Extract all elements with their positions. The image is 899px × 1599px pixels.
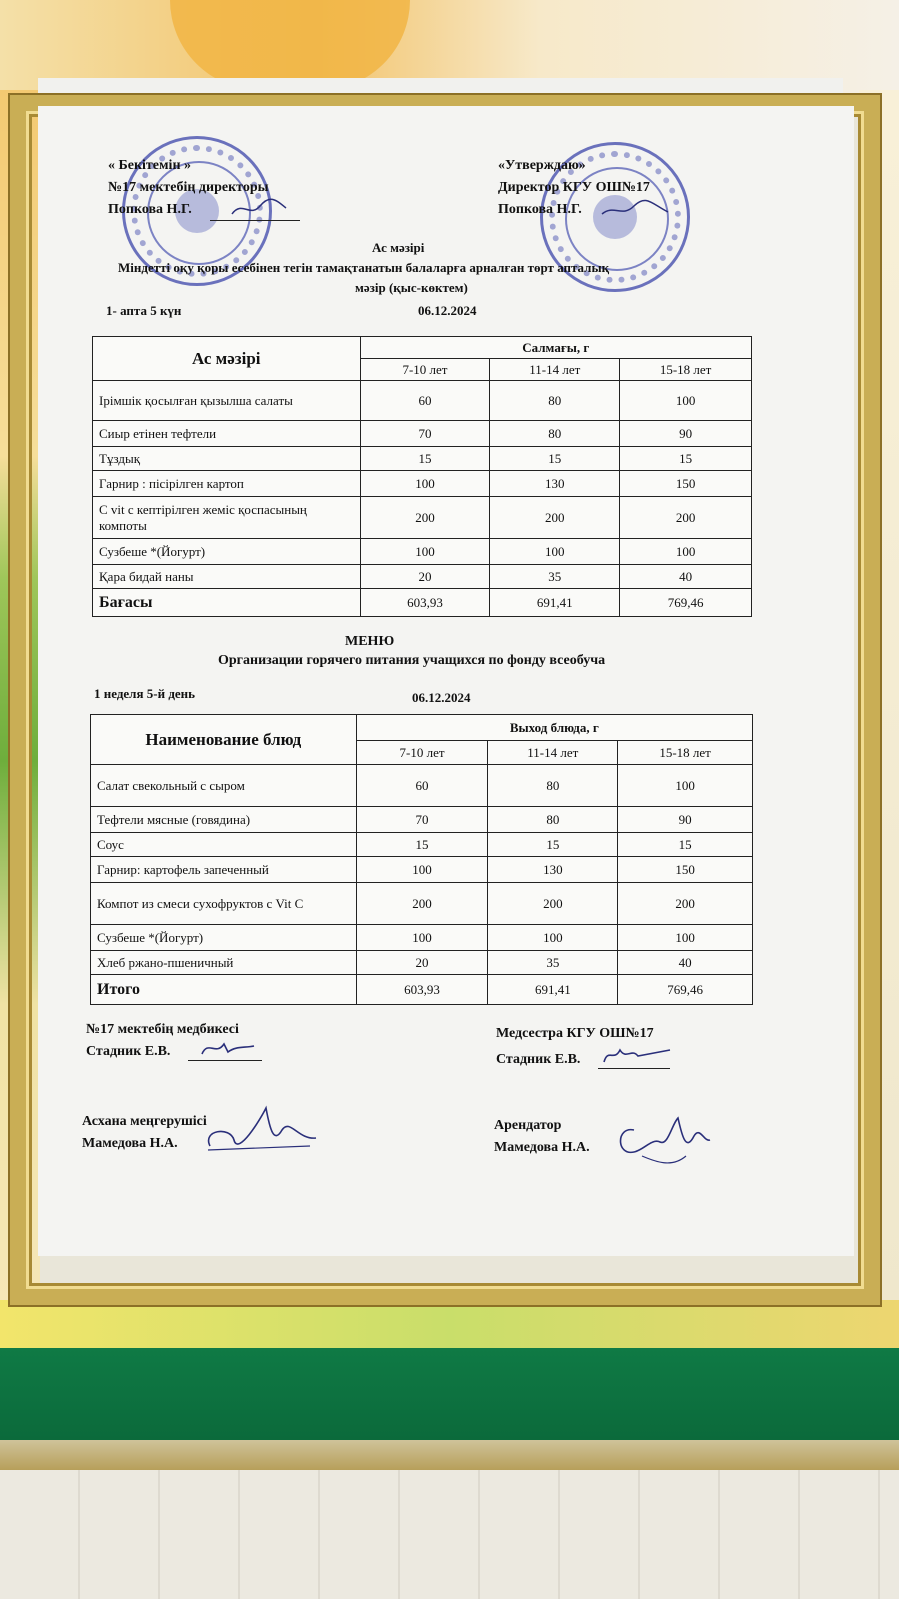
ru-age-header: 7-10 лет	[356, 741, 488, 765]
ru-date: 06.12.2024	[412, 690, 471, 705]
portion-value: 200	[620, 497, 752, 539]
kz-menu-title: Ас мәзірі	[372, 240, 425, 255]
portion-value: 100	[356, 857, 488, 883]
ru-week-day: 1 неделя 5-й день	[94, 686, 196, 701]
table-total-row	[93, 589, 752, 617]
dish-name: Тефтели мясные (говядина)	[91, 807, 357, 833]
portion-value: 20	[356, 951, 488, 975]
table-total-row	[91, 975, 753, 1005]
signature-line	[210, 220, 300, 221]
signature-right-approve	[600, 198, 670, 222]
dish-name: Ірімшік қосылған қызылша салаты	[93, 381, 361, 421]
ru-tenant-title: Арендатор	[494, 1118, 562, 1133]
ru-menu-subtitle: Организации горячего питания учащихся по фонду всеобуча	[218, 653, 606, 668]
dish-name: Салат свекольный с сыром	[91, 765, 357, 807]
portion-value: 35	[488, 951, 618, 975]
portion-value: 35	[490, 565, 620, 589]
portion-value: 40	[620, 565, 752, 589]
kz-menu-subtitle-1: Міндетті оқу қоры есебінен тегін тамақтанатын балаларға арналған төрт апталық	[118, 260, 610, 275]
portion-value: 80	[490, 381, 620, 421]
table-row	[91, 833, 753, 857]
portion-value: 100	[618, 765, 753, 807]
portion-value: 100	[620, 539, 752, 565]
approve-right-line2: Директор КГУ ОШ№17	[498, 180, 650, 195]
portion-value: 100	[620, 381, 752, 421]
dish-name: Сузбеше *(Йогурт)	[91, 925, 357, 951]
total-label: Итого	[91, 975, 357, 1005]
dish-name: Сузбеше *(Йогурт)	[93, 539, 361, 565]
wall-green-band	[0, 1348, 899, 1440]
dish-name: Қара бидай наны	[93, 565, 361, 589]
portion-value: 150	[620, 471, 752, 497]
signature-ru-tenant	[612, 1112, 712, 1172]
portion-value: 20	[360, 565, 490, 589]
portion-value: 15	[490, 447, 620, 471]
table-row	[91, 883, 753, 925]
portion-value: 200	[360, 497, 490, 539]
table-row	[91, 807, 753, 833]
table-row	[93, 497, 752, 539]
portion-value: 15	[356, 833, 488, 857]
portion-value: 60	[360, 381, 490, 421]
kz-date: 06.12.2024	[418, 303, 477, 318]
kz-age-header: 11-14 лет	[490, 359, 620, 381]
approve-right-line1: «Утверждаю»	[498, 158, 586, 173]
table-row	[93, 471, 752, 497]
portion-value: 100	[356, 925, 488, 951]
portion-value: 200	[488, 883, 618, 925]
kz-menu-table	[92, 336, 752, 617]
portion-value: 90	[620, 421, 752, 447]
portion-value: 15	[620, 447, 752, 471]
table-row	[91, 857, 753, 883]
ru-age-header: 15-18 лет	[618, 741, 753, 765]
signature-line	[188, 1060, 262, 1061]
kz-nurse-name: Стадник Е.В.	[86, 1044, 171, 1059]
approve-left-line3: Попкова Н.Г.	[108, 202, 192, 217]
dish-name: Гарнир : пісірілген картоп	[93, 471, 361, 497]
portion-value: 60	[356, 765, 488, 807]
portion-value: 100	[360, 539, 490, 565]
portion-value: 130	[490, 471, 620, 497]
table-row	[93, 447, 752, 471]
signature-line	[598, 1068, 670, 1069]
kz-age-header: 15-18 лет	[620, 359, 752, 381]
dish-name: Сиыр етінен тефтели	[93, 421, 361, 447]
table-row	[91, 925, 753, 951]
portion-value: 100	[360, 471, 490, 497]
wall-tiles	[0, 1470, 899, 1599]
kz-age-header: 7-10 лет	[360, 359, 490, 381]
portion-value: 15	[618, 833, 753, 857]
dish-name: C vit с кептірілген жеміс қоспасының компоты	[93, 497, 361, 539]
dish-name: Тұздық	[93, 447, 361, 471]
signature-left-approve	[230, 196, 290, 220]
portion-value: 80	[488, 765, 618, 807]
portion-value: 90	[618, 807, 753, 833]
ru-tenant-name: Мамедова Н.А.	[494, 1140, 590, 1155]
ru-col-dish-header: Наименование блюд	[91, 715, 357, 765]
table-row	[93, 565, 752, 589]
portion-value: 80	[490, 421, 620, 447]
portion-value: 200	[356, 883, 488, 925]
ru-nurse-title: Медсестра КГУ ОШ№17	[496, 1026, 654, 1041]
total-price: 603,93	[356, 975, 488, 1005]
portion-value: 200	[490, 497, 620, 539]
kz-nurse-title: №17 мектебің медбикесі	[86, 1022, 239, 1037]
menu-document	[38, 106, 854, 1256]
portion-value: 15	[488, 833, 618, 857]
kz-menu-subtitle-2: мәзір (қыс-көктем)	[355, 280, 468, 295]
ru-col-weight-header: Выход блюда, г	[356, 715, 752, 741]
kz-canteen-head-title: Асхана меңгерушісі	[82, 1114, 207, 1129]
portion-value: 70	[356, 807, 488, 833]
dish-name: Соус	[91, 833, 357, 857]
signature-kz-canteen-head	[200, 1100, 320, 1170]
table-row	[93, 539, 752, 565]
total-label: Бағасы	[93, 589, 361, 617]
total-price: 691,41	[488, 975, 618, 1005]
wall-yellow-band	[0, 1300, 899, 1348]
kz-col-weight-header: Салмағы, г	[360, 337, 751, 359]
total-price: 603,93	[360, 589, 490, 617]
kz-col-dish-header: Ас мәзірі	[93, 337, 361, 381]
ru-age-header: 11-14 лет	[488, 741, 618, 765]
approve-right-line3: Попкова Н.Г.	[498, 202, 582, 217]
signature-kz-nurse	[198, 1036, 258, 1060]
ru-menu-title: МЕНЮ	[345, 634, 395, 649]
table-row	[91, 765, 753, 807]
dish-name: Гарнир: картофель запеченный	[91, 857, 357, 883]
portion-value: 100	[618, 925, 753, 951]
approve-left-line2: №17 мектебің директоры	[108, 180, 269, 195]
portion-value: 15	[360, 447, 490, 471]
wall-strip	[0, 1440, 899, 1470]
portion-value: 200	[618, 883, 753, 925]
dish-name: Компот из смеси сухофруктов с Vit C	[91, 883, 357, 925]
portion-value: 130	[488, 857, 618, 883]
approve-left-line1: « Бекітемін »	[108, 158, 192, 173]
total-price: 769,46	[618, 975, 753, 1005]
portion-value: 100	[488, 925, 618, 951]
signature-ru-nurse	[600, 1042, 674, 1066]
kz-week-day: 1- апта 5 күн	[106, 303, 182, 318]
kz-canteen-head-name: Мамедова Н.А.	[82, 1136, 178, 1151]
total-price: 769,46	[620, 589, 752, 617]
ru-menu-table	[90, 714, 753, 1005]
ru-nurse-name: Стадник Е.В.	[496, 1052, 581, 1067]
dish-name: Хлеб ржано-пшеничный	[91, 951, 357, 975]
portion-value: 80	[488, 807, 618, 833]
portion-value: 100	[490, 539, 620, 565]
table-row	[93, 421, 752, 447]
portion-value: 150	[618, 857, 753, 883]
total-price: 691,41	[490, 589, 620, 617]
portion-value: 70	[360, 421, 490, 447]
table-row	[91, 951, 753, 975]
table-row	[93, 381, 752, 421]
portion-value: 40	[618, 951, 753, 975]
